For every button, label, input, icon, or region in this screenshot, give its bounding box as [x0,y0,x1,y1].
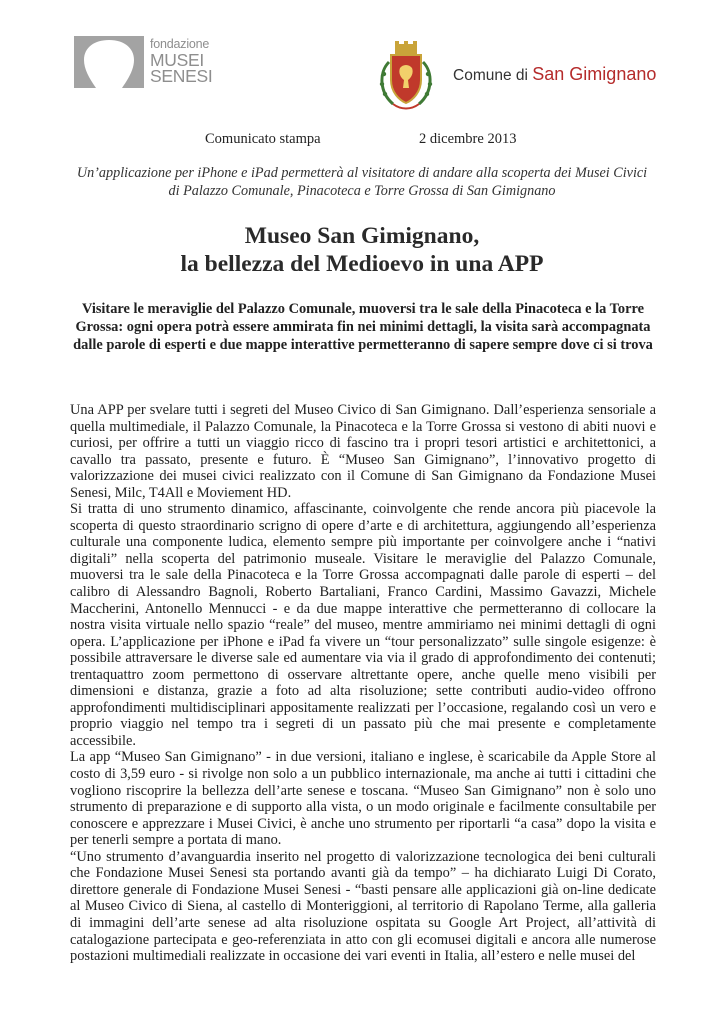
fms-logo-line1: fondazione [150,37,210,51]
fms-logo-line2: MUSEI [150,49,204,70]
lead-paragraph: Visitare le meraviglie del Palazzo Comunale, muoversi tra le sale della Pinacoteca e la Torre Grossa: ogni opera potrà essere ammirata fin nei minimi dettagli, la visita sarà accompagnata dalle parole di esperti e due mappe interattive permetteranno di sapere sempre dove ci si trova [73,301,653,353]
fms-logo-line3: SENESI [150,65,213,86]
subtitle: Un’applicazione per iPhone e iPad permetterà al visitatore di andare alla scoperta dei Musei Civici di Palazzo Comunale, Pinacoteca e Torre Grossa di San Gimignano [76,165,648,199]
page-title [40,222,684,278]
article-body [70,402,656,965]
fms-logo-mark-icon [74,36,144,88]
comune-logo-prefix: Comune [453,67,512,84]
comune-san-gimignano-logo [375,40,655,112]
fms-logo-text [150,38,212,84]
title-line-2: la bellezza del Medioevo in una APP [180,251,544,277]
comune-logo-text [453,64,656,85]
comune-logo-name: San Gimignano [532,64,657,84]
press-release-date: 2 dicembre 2013 [419,131,517,147]
body-paragraph-3: La app “Museo San Gimignano” - in due versioni, italiano e inglese, è scaricabile da Apple Store al costo di 3,59 euro - si rivolge non solo a un pubblico internazionale, ma anche ai tutti i cittadini che vogliono riscoprire la bellezza dell’arte senese e toscana. “Museo San Gimignano” non è solo uno strumento di preparazione e di supporto alla vista, o un modo originale e facilmente consultabile per conoscere e apprezzare i Musei Civici, è anche uno strumento per riportarli “a casa” dopo la visita e per tenerli sempre a portata di mano. [70,749,656,849]
body-paragraph-1: Una APP per svelare tutti i segreti del Museo Civico di San Gimignano. Dall’esperienza sensoriale a quella multimediale, il Palazzo Comunale, la Pinacoteca e la Torre Grossa si vestono di abiti nuovi e curiosi, per offrire a tutti un viaggio ricco di fascino tra i propri tesori artistici e architettonici, a cavallo tra passato, presente e futuro. È “Museo San Gimignano”, l’innovativo progetto di valorizzazione dei musei civici realizzato con il Comune di San Gimignano da Fondazione Musei Senesi, Milc, T4All e Moviement HD. [70,402,656,501]
comune-logo-connector: di [511,67,533,84]
body-paragraph-2: Si tratta di uno strumento dinamico, affascinante, coinvolgente che rende ancora più piacevole la scoperta di questo straordinario scrigno di opere d’arte e di architettura, aggiungendo all’esperienza culturale una componente ludica, elemento sempre più importante per coinvolgere anche i “nativi digitali” nella scoperta del patrimonio museale. Visitare le meraviglie del Palazzo Comunale, muoversi tra le sale della Pinacoteca e la Torre Grossa accompagnati dalle parole di esperti – del calibro di Alessandro Bagnoli, Roberto Bartaliani, Franco Cardini, Massimo Gavazzi, Michele Maccherini, Antonello Mennucci - e da due mappe interattive che permetteranno di collocare la nostra visita virtuale nello spazio “reale” del museo, mentre ammiriamo nei minimi dettagli di ogni opera. L’applicazione per iPhone e iPad fa vivere un “tour personalizzato” sulle singole esigenze: è possibile attraversare le diverse sale ed aumentare via via il grado di approfondimento dei contenuti; trentaquattro zoom permettono di osservare altrettante opere, anche quelle meno visibili per dimensioni e distanza, grazie a foto ad alta risoluzione; sette contributi audio-video offrono approfondimenti multidisciplinari appositamente realizzati per l’occasione, regalando così un vero e proprio viaggio nel tempo tra i segreti di un passato più che mai presente e completamente accessibile. [70,501,656,749]
title-line-1: Museo San Gimignano, [244,223,480,249]
body-paragraph-4: “Uno strumento d’avanguardia inserito nel progetto di valorizzazione tecnologica dei beni culturali che Fondazione Musei Senesi sta portando avanti già da tempo” – ha dichiarato Luigi Di Corato, direttore generale di Fondazione Musei Senesi - “basti pensare alle applicazioni già on-line dedicate al Museo Civico di Siena, al castello di Monteriggioni, al territorio di Rapolano Terme, alla galleria di immagini dell’arte senese ad alta risoluzione ospitata su Google Art Project, all’attività di catalogazione partecipata e geo-referenziata in atto con gli ecomusei digitali e ancora alle numerose postazioni multimediali realizzate in occasione dei vari eventi in Italia, all’estero e nelle musei del [70,848,656,965]
fondazione-musei-senesi-logo [74,36,224,92]
coat-of-arms-icon [375,40,437,112]
press-release-label: Comunicato stampa [205,131,321,147]
